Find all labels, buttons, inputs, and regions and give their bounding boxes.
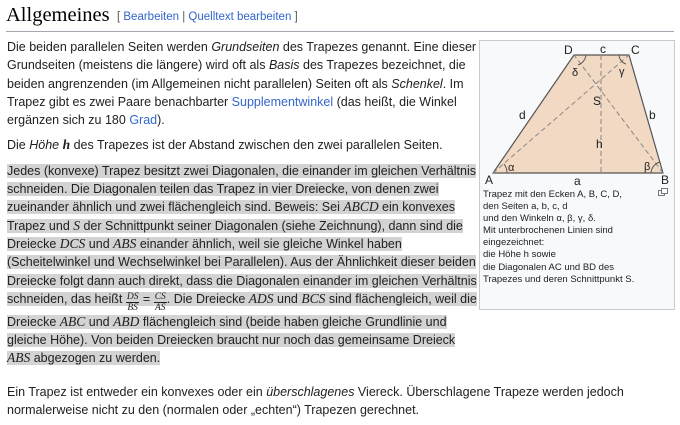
edit-source-link[interactable]: Quelltext bearbeiten <box>188 11 292 23</box>
fraction-cs-as: $\frac{CS}{AS}$ <box>154 291 166 313</box>
label-alpha: α <box>508 162 515 174</box>
fraction-ds-bs: $\frac{DS}{BS}$ <box>126 291 139 313</box>
label-beta: β <box>644 161 651 173</box>
paragraph-crossed: Ein Trapez ist entweder ein konvexes oder ein überschlagenes Viereck. Überschlagene Trapeze werden jedoch normalerweise nicht zu den (normalen oder „echten“) Trapezen gerechnet. <box>7 385 624 418</box>
label-delta: δ <box>572 67 579 79</box>
label-B: B <box>661 173 670 185</box>
label-C: C <box>631 43 640 57</box>
label-h: h <box>596 137 603 151</box>
trapezoid-figure[interactable] <box>483 43 671 185</box>
heading-divider <box>6 31 674 32</box>
label-a: a <box>574 174 581 185</box>
paragraph-definition: Die beiden parallelen Seiten werden Grundseiten des Trapezes genannt. Eine dieser Grundseiten (meistens die längere) wird oft als Basis des Trapezes bezeichnet, die beiden angrenzenden (im Allgemeinen nicht parallelen) Seiten oft als Schenkel. Im Trapez gibt es zwei Paare benachbarter Supplementwinkel (das heißt, die Winkel ergänzen sich zu 180 Grad). <box>7 40 477 128</box>
paragraph-height: Die Höhe h des Trapezes ist der Abstand zwischen den zwei parallelen Seiten. <box>7 137 443 153</box>
article-body <box>7 38 477 375</box>
section-heading: Allgemeines <box>6 4 110 26</box>
paragraph-diagonals-selected: Jedes (konvexe) Trapez besitzt zwei Diagonalen, die einander im gleichen Verhältnis schneiden. Die Diagonalen teilen das Trapez in vier Dreiecke, von denen zwei zueinander ähnlich und zwei flächengleich sind. Beweis: Sei ABCD ein konvexes Trapez und S der Schnittpunkt seiner Diagonalen (siehe Zeichnung), dann sind die Dreiecke DCS und ABS einander ähnlich, weil sie gleiche Winkel haben (Scheitelwinkel und Wechselwinkel bei Parallelen). Aus der Ähnlichkeit dieser beiden Dreiecke folgt dann auch direkt, dass die Diagonalen einander im gleichen Verhältnis schneiden, das heißt $\frac{DS}{BS}$ = $\frac{CS}{AS}$ . Die Dreiecke ADS und BCS sind flächengleich, weil die Dreiecke ABC und ABD flächengleich sind (beide haben gleiche Grundlinie und gleiche Höhe). Von beiden Dreiecken braucht nur noch das gemeinsame Dreieck ABS abgezogen zu werden. <box>7 163 477 366</box>
label-S: S <box>593 94 602 108</box>
label-A: A <box>485 173 494 185</box>
label-c: c <box>600 43 606 56</box>
figure-caption: Trapez mit den Ecken A, B, C, D, den Seiten a, b, c, d und den Winkeln α, β, γ, δ. Mit unterbrochenen Linien sind eingezeichnet: die Höhe h sowie die Diagonalen AC und BD des Trapezes und deren Schnittpunkt S. <box>483 189 635 285</box>
link-supplementwinkel[interactable]: Supplementwinkel <box>231 94 334 109</box>
edit-link[interactable]: Bearbeiten <box>123 11 180 23</box>
label-gamma: γ <box>619 66 625 78</box>
label-b: b <box>649 108 656 122</box>
label-d: d <box>519 108 526 122</box>
label-D: D <box>564 43 573 57</box>
link-grad[interactable]: Grad <box>129 113 158 128</box>
edit-links: [ Bearbeiten | Quelltext bearbeiten ] <box>117 11 298 23</box>
